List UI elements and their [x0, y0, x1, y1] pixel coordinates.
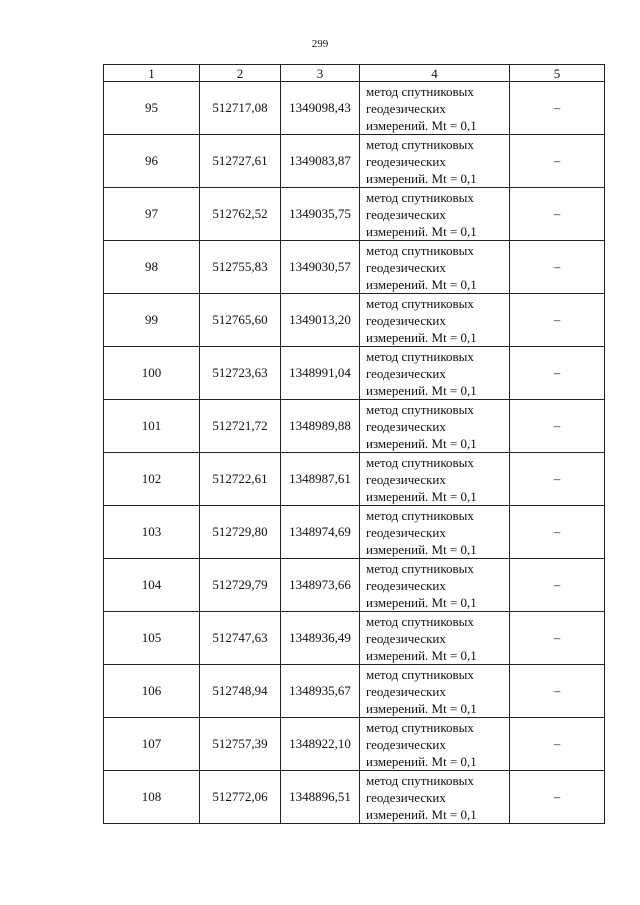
point-number-cell: 97 [104, 188, 200, 241]
method-text-line: геодезических [366, 418, 446, 434]
method-text-line: измерений. Mt = 0,1 [366, 117, 477, 133]
method-text-line: измерений. Mt = 0,1 [366, 541, 477, 557]
point-number-cell: 100 [104, 347, 200, 400]
description-cell: – [510, 559, 605, 612]
method-text-line: метод спутниковых [366, 242, 474, 258]
method-cell [360, 453, 510, 506]
method-cell [360, 347, 510, 400]
x-coordinate-cell: 512722,61 [200, 453, 281, 506]
table-row [104, 82, 605, 135]
description-cell: – [510, 453, 605, 506]
method-cell [360, 400, 510, 453]
point-number-cell: 96 [104, 135, 200, 188]
method-text-line: метод спутниковых [366, 401, 474, 417]
table-row [104, 612, 605, 665]
y-coordinate-cell: 1348991,04 [281, 347, 360, 400]
table-row [104, 559, 605, 612]
x-coordinate-cell: 512723,63 [200, 347, 281, 400]
x-coordinate-cell: 512765,60 [200, 294, 281, 347]
table-body [104, 82, 605, 824]
description-cell: – [510, 188, 605, 241]
table-row [104, 506, 605, 559]
table-row [104, 294, 605, 347]
method-text-line: геодезических [366, 683, 446, 699]
column-header-3: 3 [281, 65, 360, 82]
y-coordinate-cell: 1348936,49 [281, 612, 360, 665]
y-coordinate-cell: 1349035,75 [281, 188, 360, 241]
method-text-line: геодезических [366, 630, 446, 646]
x-coordinate-cell: 512717,08 [200, 82, 281, 135]
method-text-line: измерений. Mt = 0,1 [366, 700, 477, 716]
table-row [104, 241, 605, 294]
method-text-line: геодезических [366, 206, 446, 222]
y-coordinate-cell: 1349098,43 [281, 82, 360, 135]
y-coordinate-cell: 1348973,66 [281, 559, 360, 612]
y-coordinate-cell: 1348896,51 [281, 771, 360, 824]
table-row [104, 188, 605, 241]
table-row [104, 347, 605, 400]
method-text-line: геодезических [366, 365, 446, 381]
point-number-cell: 102 [104, 453, 200, 506]
description-cell: – [510, 400, 605, 453]
x-coordinate-cell: 512747,63 [200, 612, 281, 665]
method-text-line: метод спутниковых [366, 136, 474, 152]
point-number-cell: 106 [104, 665, 200, 718]
method-text-line: метод спутниковых [366, 772, 474, 788]
x-coordinate-cell: 512727,61 [200, 135, 281, 188]
method-text-line: геодезических [366, 736, 446, 752]
method-cell [360, 612, 510, 665]
method-text-line: измерений. Mt = 0,1 [366, 806, 477, 822]
method-text-line: геодезических [366, 789, 446, 805]
x-coordinate-cell: 512762,52 [200, 188, 281, 241]
method-text-line: измерений. Mt = 0,1 [366, 753, 477, 769]
method-cell [360, 665, 510, 718]
table-header-row [104, 65, 605, 82]
y-coordinate-cell: 1348922,10 [281, 718, 360, 771]
y-coordinate-cell: 1349030,57 [281, 241, 360, 294]
method-text-line: метод спутниковых [366, 189, 474, 205]
method-text-line: геодезических [366, 577, 446, 593]
table-row [104, 718, 605, 771]
column-header-1: 1 [104, 65, 200, 82]
table-row [104, 771, 605, 824]
method-cell [360, 135, 510, 188]
method-cell [360, 559, 510, 612]
method-text-line: геодезических [366, 312, 446, 328]
method-cell [360, 718, 510, 771]
table-row [104, 453, 605, 506]
method-text-line: метод спутниковых [366, 83, 474, 99]
method-cell [360, 771, 510, 824]
description-cell: – [510, 665, 605, 718]
method-text-line: геодезических [366, 524, 446, 540]
description-cell: – [510, 241, 605, 294]
method-text-line: метод спутниковых [366, 719, 474, 735]
point-number-cell: 108 [104, 771, 200, 824]
method-text-line: измерений. Mt = 0,1 [366, 329, 477, 345]
method-text-line: геодезических [366, 259, 446, 275]
y-coordinate-cell: 1349013,20 [281, 294, 360, 347]
description-cell: – [510, 82, 605, 135]
y-coordinate-cell: 1349083,87 [281, 135, 360, 188]
method-text-line: метод спутниковых [366, 454, 474, 470]
method-text-line: измерений. Mt = 0,1 [366, 382, 477, 398]
method-cell [360, 506, 510, 559]
point-number-cell: 101 [104, 400, 200, 453]
point-number-cell: 107 [104, 718, 200, 771]
method-text-line: метод спутниковых [366, 560, 474, 576]
description-cell: – [510, 347, 605, 400]
table-row [104, 135, 605, 188]
method-text-line: метод спутниковых [366, 666, 474, 682]
column-header-4: 4 [360, 65, 510, 82]
method-cell [360, 82, 510, 135]
method-text-line: измерений. Mt = 0,1 [366, 594, 477, 610]
table-row [104, 665, 605, 718]
method-text-line: геодезических [366, 471, 446, 487]
x-coordinate-cell: 512729,79 [200, 559, 281, 612]
method-text-line: измерений. Mt = 0,1 [366, 647, 477, 663]
page-number: 299 [311, 38, 329, 50]
point-number-cell: 104 [104, 559, 200, 612]
point-number-cell: 98 [104, 241, 200, 294]
method-text-line: метод спутниковых [366, 507, 474, 523]
x-coordinate-cell: 512721,72 [200, 400, 281, 453]
y-coordinate-cell: 1348935,67 [281, 665, 360, 718]
description-cell: – [510, 294, 605, 347]
column-header-5: 5 [510, 65, 605, 82]
method-cell [360, 294, 510, 347]
method-text-line: измерений. Mt = 0,1 [366, 488, 477, 504]
coordinates-table [103, 64, 605, 824]
table-row [104, 400, 605, 453]
method-text-line: метод спутниковых [366, 613, 474, 629]
description-cell: – [510, 135, 605, 188]
method-text-line: геодезических [366, 153, 446, 169]
x-coordinate-cell: 512772,06 [200, 771, 281, 824]
x-coordinate-cell: 512729,80 [200, 506, 281, 559]
description-cell: – [510, 718, 605, 771]
description-cell: – [510, 612, 605, 665]
y-coordinate-cell: 1348987,61 [281, 453, 360, 506]
method-text-line: метод спутниковых [366, 348, 474, 364]
point-number-cell: 105 [104, 612, 200, 665]
y-coordinate-cell: 1348989,88 [281, 400, 360, 453]
point-number-cell: 103 [104, 506, 200, 559]
point-number-cell: 99 [104, 294, 200, 347]
description-cell: – [510, 506, 605, 559]
point-number-cell: 95 [104, 82, 200, 135]
method-text-line: измерений. Mt = 0,1 [366, 223, 477, 239]
method-cell [360, 241, 510, 294]
method-text-line: геодезических [366, 100, 446, 116]
method-cell [360, 188, 510, 241]
x-coordinate-cell: 512755,83 [200, 241, 281, 294]
column-header-2: 2 [200, 65, 281, 82]
method-text-line: метод спутниковых [366, 295, 474, 311]
method-text-line: измерений. Mt = 0,1 [366, 435, 477, 451]
description-cell: – [510, 771, 605, 824]
method-text-line: измерений. Mt = 0,1 [366, 170, 477, 186]
method-text-line: измерений. Mt = 0,1 [366, 276, 477, 292]
y-coordinate-cell: 1348974,69 [281, 506, 360, 559]
x-coordinate-cell: 512757,39 [200, 718, 281, 771]
x-coordinate-cell: 512748,94 [200, 665, 281, 718]
